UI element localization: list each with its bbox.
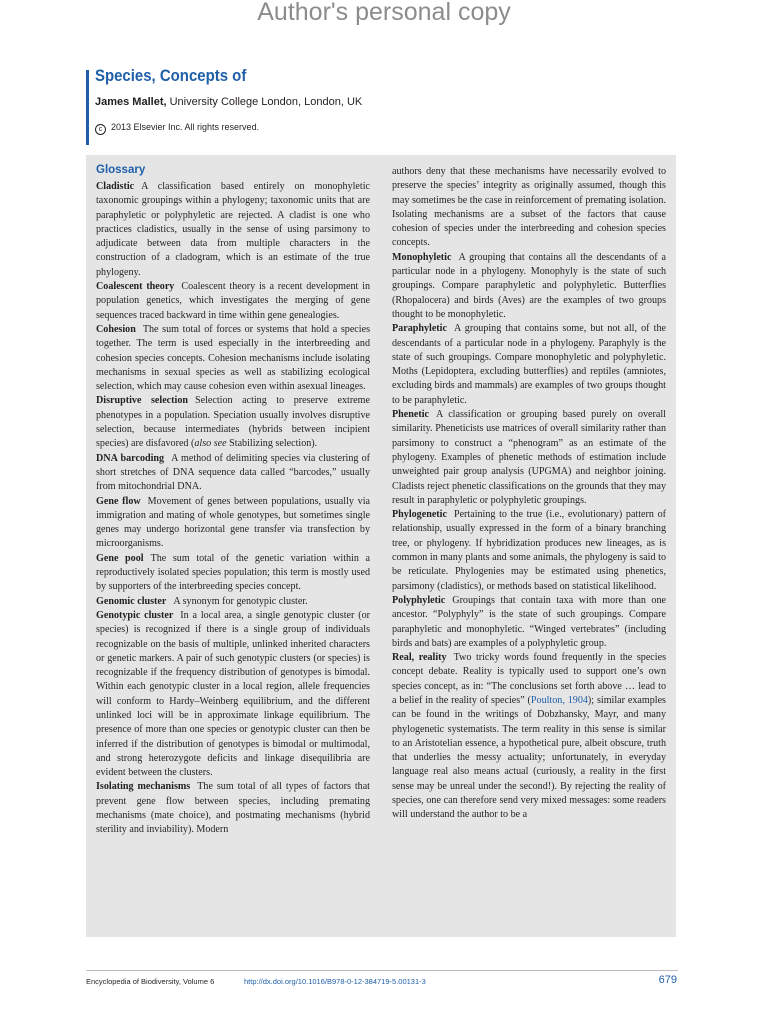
glossary-definition: Groupings that contain taxa with more than one ancestor. “Polyphyly” is the state of such groupings. Compare paraphyletic and monophyletic. “Winged vertebrates” (including birds and bats) are examples of a polyphyletic group.: [392, 594, 666, 649]
glossary-entry: [392, 322, 666, 408]
footer-rule: [86, 970, 678, 971]
glossary-definition: A classification based entirely on monophyletic taxonomic groupings within a phylogeny; taxonomic units that are paraphyletic or polyphyletic are rejected. A cladist is one who practices cladistics, usually in the sense of using parsimony to adjudicate between data from multiple characters in the construction of a cladogram, which is an estimate of the true phylogeny.: [96, 181, 370, 278]
glossary-term: DNA barcoding: [96, 452, 165, 464]
glossary-term: Cladistic: [96, 181, 135, 192]
glossary-definition: In a local area, a single genotypic cluster (or species) is recognized if there is a single group of individuals recognizable on the basis of multiple, unlinked inherited characters or genetic markers. A pair of such genotypic clusters (or species) is recognizable if the frequency distribution of genotypes is bimodal. Within each genotypic cluster in a local region, allele frequencies will conform to Hardy–Weinberg equilibrium, and the different unlinked loci will be in approximate linkage equilibrium. The presence of more than one species or genotypic cluster can then be inferred if the distribution of genotypes is bimodal or multimodal, and strong heterozygote deficits and linkage disequilibria are evident between the clusters.: [96, 609, 370, 779]
glossary-entry: [96, 780, 370, 837]
glossary-term: Monophyletic: [392, 251, 452, 263]
glossary-continuation: authors deny that these mechanisms have necessarily evolved to preserve the species’ integrity as originally assumed, though this may sometimes be the case in reinforcement of premating isolation. Isolating mechanisms are a subset of the factors that cause cohesion of species under the interbreeding and cohesion species concepts.: [392, 166, 666, 249]
glossary-definition: Selection acting to preserve extreme phenotypes in a population. Speciation usually involves disruptive selection, because intermediates (hybrids between incipient species) are disfavored (: [96, 395, 370, 450]
glossary-entry: [96, 552, 370, 595]
glossary-entry: [96, 452, 370, 495]
glossary-definition: The sum total of all types of factors that prevent gene flow between species, including premating mechanisms (mate choice), and postmating mechanisms (hybrid sterility and inviability). Modern: [96, 781, 370, 836]
glossary-definition: A grouping that contains all the descendants of a particular node in a phylogeny. Monophyly is the state of such groupings. Compare paraphyletic and polyphyletic. Butterflies (Rhopalocera) and birds (Aves) are the examples of two groups thought to be monophyletic.: [392, 251, 666, 320]
glossary-definition-tail: Stabilizing selection).: [226, 438, 318, 450]
glossary-term: Genomic cluster: [96, 595, 167, 607]
glossary-column-right: [392, 165, 666, 823]
glossary-term: Phylogenetic: [392, 509, 447, 521]
reference-link[interactable]: Poulton, 1904: [530, 694, 588, 706]
glossary-term: Polyphyletic: [392, 594, 446, 606]
copyright-text: 2013 Elsevier Inc. All rights reserved.: [111, 122, 260, 132]
glossary-entry: [392, 408, 666, 508]
copyright-line: [95, 122, 259, 135]
author-affiliation: University College London, London, UK: [166, 96, 363, 108]
glossary-definition: A grouping that contains some, but not all, of the descendants of a particular node in a phylogeny. Paraphyly is the state of such groupings. Compare monophyletic and polyphyletic. Moths (Lepidoptera, excluding butterflies) and reptiles (amniotes, excluding birds and mammals) are examples of two groups thought to be paraphyletic.: [392, 323, 666, 406]
glossary-definition-tail: ); similar examples can be found in the writings of Dobzhansky, Mayr, and many phylogenetic systematists. The term reality in this sense is similar to an Aristotelian essence, a hypothetical pure, albeit obscure, truth that underlies the messy actuality; unfortunately, in everyday language real also means actual (curiously, a reality in the first sense may be unreal under the second!). By rejecting the reality of species, one can therefore send very mixed messages: some readers will understand the author to be a: [392, 694, 666, 821]
glossary-definition: Coalescent theory is a recent development in population genetics, which investigates the merging of gene sequences traced backward in time within gene genealogies.: [96, 281, 371, 321]
title-accent-bar: [86, 70, 89, 145]
glossary-definition: Pertaining to the true (i.e., evolutionary) pattern of relationship, usually expressed in the form of a binary branching tree, or phylogeny. If hybridization produces new lineages, as is common in many plants and some animals, the phylogeny is said to be reticulate. Phylogenies may be estimated using phenetics, parsimony (cladistics), or methods based on statistical likelihood.: [392, 509, 666, 592]
glossary-heading: Glossary: [96, 164, 146, 176]
glossary-definition: Movement of genes between populations, usually via immigration and mating of whole genotypes, but sometimes single genes may undergo horizontal gene transfer via transfection by microorganisms.: [96, 495, 370, 550]
page-number: 679: [658, 974, 677, 986]
glossary-term: Gene pool: [96, 552, 144, 564]
glossary-italic: also see: [194, 438, 227, 450]
glossary-column-left: [96, 163, 370, 838]
glossary-entry: [392, 508, 666, 594]
watermark: Author's personal copy: [257, 0, 511, 26]
glossary-entry: [96, 180, 370, 280]
glossary-entry: [96, 394, 370, 451]
footer-doi-link[interactable]: http://dx.doi.org/10.1016/B978-0-12-384719-5.00131-3: [244, 977, 426, 986]
glossary-entry: [392, 251, 666, 322]
glossary-entry: [96, 495, 370, 552]
glossary-term: Paraphyletic: [392, 323, 447, 335]
footer-journal: Encyclopedia of Biodiversity, Volume 6: [86, 977, 215, 986]
glossary-term: Genotypic cluster: [96, 609, 174, 621]
glossary-entry: [96, 323, 370, 394]
glossary-term: Cohesion: [96, 323, 136, 335]
glossary-definition: Two tricky words found frequently in the species concept debate. Reality is typically used to support one’s own species concept, as in: “The conclusions set forth above … lead to a belief in the reality of species” (: [392, 652, 666, 706]
glossary-entry: [96, 595, 370, 609]
glossary-term: Gene flow: [96, 495, 141, 507]
glossary-entry: [392, 651, 666, 823]
glossary-term: Phenetic: [392, 409, 429, 421]
author-name: James Mallet,: [95, 96, 167, 108]
glossary-entry: [96, 280, 370, 323]
copyright-icon: c: [95, 124, 106, 135]
glossary-entry: [96, 609, 370, 781]
article-title: Species, Concepts of: [95, 66, 247, 85]
glossary-definition: A classification or grouping based purely on overall similarity. Pheneticists use matrices of overall similarity rather than parsimony to construct a “phenogram” as an estimate of the phylogeny. Examples of phenetic methods of estimation include unweighted pair group analysis (UPGMA) and neighbor joining. Cladists reject phenetic classifications on the grounds that they may result in paraphyletic or polyphyletic groupings.: [392, 409, 666, 506]
glossary-definition: A method of delimiting species via clustering of short stretches of DNA sequence data called “barcodes,” usually from mitochondrial DNA.: [96, 452, 371, 493]
author-line: [95, 96, 362, 108]
glossary-term: Real, reality: [392, 652, 447, 664]
glossary-term: Disruptive selection: [96, 395, 188, 407]
glossary-entry: [392, 594, 666, 651]
glossary-definition: The sum total of the genetic variation within a reproductively isolated species population; this term is mostly used by supporters of the interbreeding species concept.: [96, 552, 370, 593]
glossary-term: Coalescent theory: [96, 281, 175, 293]
glossary-definition: The sum total of forces or systems that hold a species together. The term is used especially in the interbreeding and cohesion species concepts. Cohesion mechanisms include isolating mechanisms in sexual species as well as stabilizing ecological selection, which may cause cohesion even within asexual lineages.: [96, 323, 370, 393]
glossary-definition: A synonym for genotypic cluster.: [173, 595, 308, 607]
glossary-term: Isolating mechanisms: [96, 781, 191, 793]
